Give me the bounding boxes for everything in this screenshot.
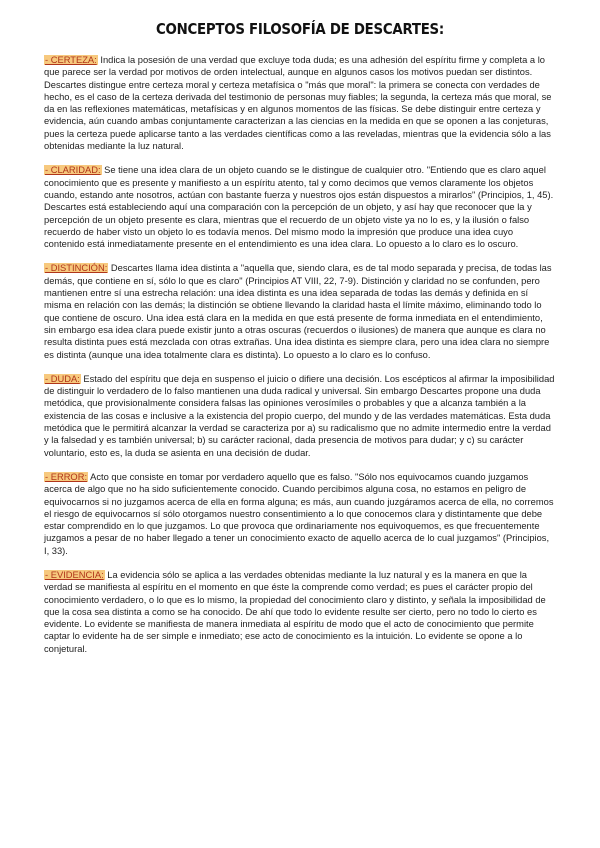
definition-text: Se tiene una idea clara de un objeto cuando se le distingue de cualquier otro. "Entiendo que es claro aquel conocimiento que es presente y manifiesto a un espíritu atento, tal y como decimos que vemos claramente los objetos cuando, estando ante nosotros, actúan con bastante fuerza y nuestros ojos están dispuestos a mirarlos" (Principios, 1, 45). Descartes está estableciendo aquí una comparación con la percepción de un objeto, y así hay que reconocer que la y percepción de un objeto presente es clara, mientras que el recuerdo de un objeto viste ya no lo es, y la ilusión o falso recuerdo de haber visto un objeto lo es todavía menos. Del mismo modo la impresión que produce una idea cuyo contenido está inmediatamente presente en el entendimiento es una idea clara. Lo opuesto a lo claro es lo oscuro. xyxy=(44,165,554,250)
definition-text: Descartes llama idea distinta a "aquella que, siendo clara, es de tal modo separada y precisa, de todas las demás, que contiene en sí, sólo lo que es claro" (Principios AT VIII, 22, 7-9). Distinción y claridad no se confunden, pero mantienen entre sí una estrecha relación: una idea distinta es una idea separada de todas las demás y definida en sí misma en relación con las demás; la distinción se obtiene llevando la claridad hasta el límite máximo, eliminando todo lo que contiene de oscuro. Una idea está clara en la medida en que está presente de forma inmediata en el entendimiento, sin embargo esa idea clara puede existir junto a otras oscuras (recuerdos o ilusiones) de manera que aunque es clara no resulta distinta pues está mezclada con otras extrañas. Una idea distinta es siempre clara, pero una idea clara no siempre es distinta (aunque una idea totalmente clara es distinta). Lo opuesto a lo claro es lo confuso. xyxy=(44,263,552,360)
definition-text: Acto que consiste en tomar por verdadero aquello que es falso. "Sólo nos equivocamos cuando juzgamos acerca de algo que no ha sido suficientemente conocido. Cuando percibimos alguna cosa, no estamos en peligro de equivocarnos si no juzgamos acerca de ella en forma alguna; es más, aun cuando juzgáramos acerca de ella, no corremos el riesgo de equivocarnos sí sólo otorgamos nuestro consentimiento a lo que conocemos clara y distintamente que debe estar comprendido en lo que juzgamos. Lo que provoca que ordinariamente nos equivoquemos, es que frecuentemente juzgamos a pesar de no haber llegado a tener un conocimiento exacto de aquello acerca de lo cual juzgamos" (Principios, I, 33). xyxy=(44,471,554,556)
page-title: CONCEPTOS FILOSOFÍA DE DESCARTES: xyxy=(156,20,444,38)
term-label: - DUDA: xyxy=(45,373,80,384)
section-error xyxy=(44,471,556,557)
section-distincion xyxy=(44,262,556,360)
definition-text: Indica la posesión de una verdad que excluye toda duda; es una adhesión del espíritu firme y completa a lo que parece ser la verdad por motivos de orden intelectual, aunque en algunos casos los motivos puedan ser distintos. Descartes distingue entre certeza moral y certeza metafísica o "más que moral": la primera se conecta con verdades de hecho, es el caso de la certeza derivada del testimonio de personas muy fiables; la segunda, la certeza más que moral, se da en las reflexiones matemáticas, metafísicas y en algunos momentos de las físicas. Se debe distinguir entre certeza y evidencia, aún cuando ambas conjuntamente caracterizan a las ciencias en la medida en que se oponen a las conjeturas, pues la certeza puede aplicarse tanto a las verdades científicas como a las reveladas, mientras que la evidencia sólo a las obtenidas mediante la luz natural. xyxy=(44,55,552,152)
term-label: - DISTINCIÓN: xyxy=(45,263,108,274)
term-label: - CERTEZA: xyxy=(45,55,97,65)
term-label: - ERROR: xyxy=(45,471,88,482)
definition-text: Estado del espíritu que deja en suspenso el juicio o difiere una decisión. Los escépticos al afirmar la imposibilidad de distinguir lo verdadero de lo falso mantienen una duda radical y universal. Sin embargo Descartes propone una duda metódica, que provisionalmente considera falsas las opiniones verosímiles o probables y que a alcanza también a la existencia de las cosas e inclusive a la existencia del propio cuerpo, del mundo y de las verdades matemáticas. Esta duda metódica que le permitirá alcanzar la verdad se caracteriza por a) su radicalismo que no admite intermedio entre la verdad y la falsedad y es también universal; b) su carácter racional, dada presencia de motivos para dudar; y c) su carácter voluntario, esto es, la duda se asienta en una decisión de dudar. xyxy=(44,373,555,458)
section-claridad xyxy=(44,164,556,250)
definition-text: La evidencia sólo se aplica a las verdades obtenidas mediante la luz natural y es la manera en que la verdad se manifiesta al espíritu en el momento en que éste la comprende como verdad; es pues el carácter propio del conocimiento verdadero, o lo que es lo mismo, la propiedad del conocimiento claro y distinto, y señala la imposibilidad de que la cosa sea distinta a como se ha conocido. De ahí que todo lo evidente resulte ser cierto, pero no todo lo cierto es evidente. Lo evidente se manifiesta de manera inmediata al espíritu de modo que el acto de conocimiento que permite captar lo evidente ha de ser simple e inmediato; ese acto de conocimiento es la intuición. Lo evidente se opone a lo conjetural. xyxy=(44,569,546,654)
term-label: - EVIDENCIA: xyxy=(45,569,104,580)
section-evidencia xyxy=(44,569,556,655)
term-label: - CLARIDAD: xyxy=(45,165,101,176)
section-certeza xyxy=(44,54,556,152)
section-duda xyxy=(44,373,556,459)
